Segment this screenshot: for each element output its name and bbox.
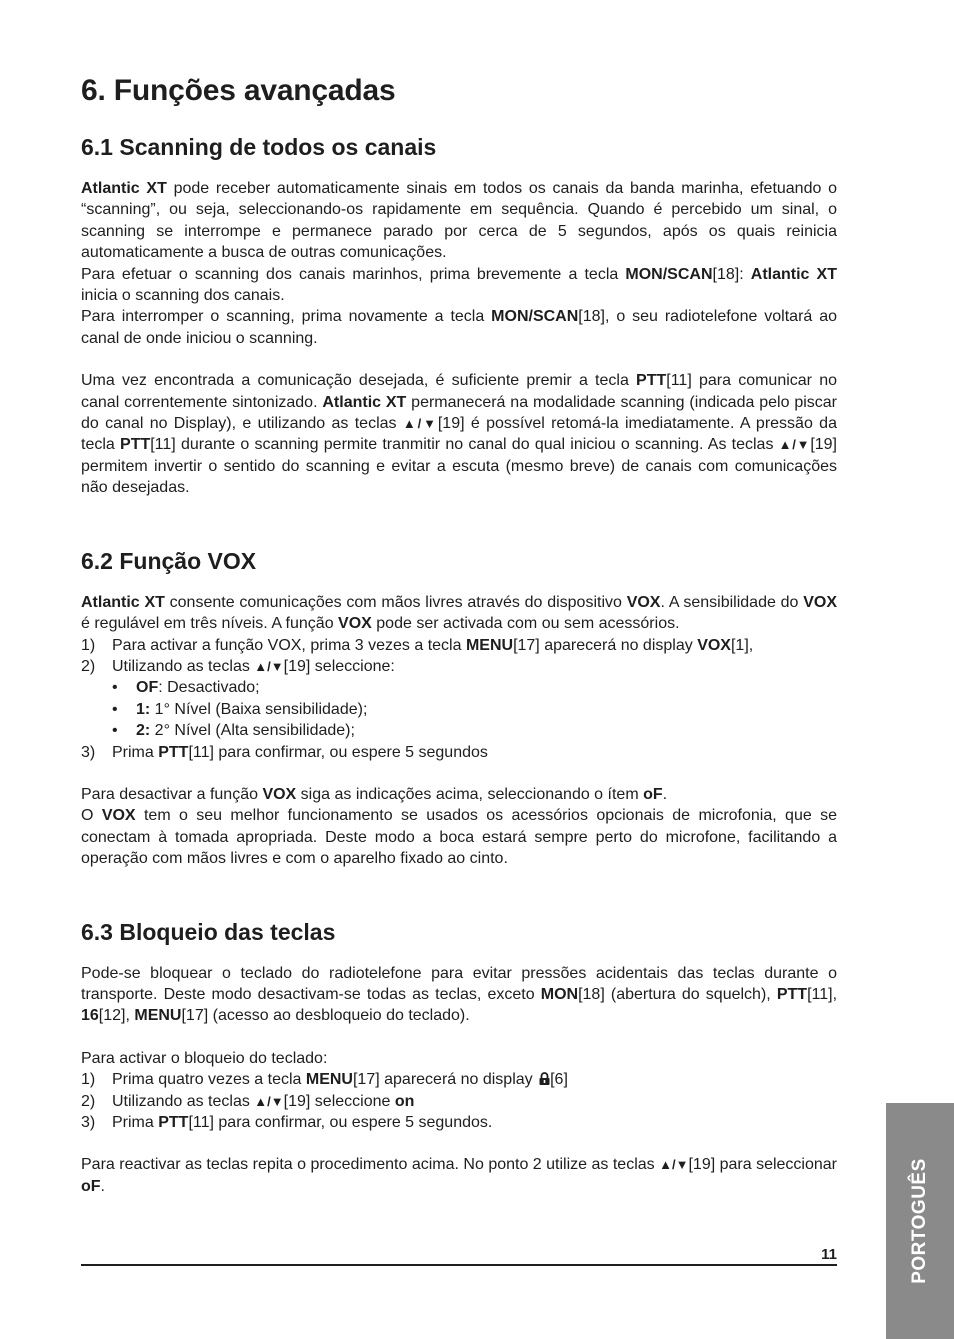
- list-item: • 1: 1° Nível (Baixa sensibilidade);: [112, 700, 368, 718]
- list-item: 1) Prima quatro vezes a tecla MENU[17] aparecerá no display [6]: [81, 1071, 568, 1089]
- page-title: 6. Funções avançadas: [81, 74, 396, 107]
- lock-steps-list: [81, 1069, 837, 1133]
- list-item: 2) Utilizando as teclas ▲/▼[19] seleccione:: [81, 657, 395, 675]
- list-item: 1) Para activar a função VOX, prima 3 vezes a tecla MENU[17] aparecerá no display VOX[1],: [81, 636, 754, 654]
- paragraph: Atlantic XT consente comunicações com mãos livres através do dispositivo VOX. A sensibilidade do VOX é regulável em três níveis. A função VOX pode ser activada com ou sem acessórios.: [81, 593, 838, 633]
- language-side-tab: [886, 1103, 954, 1339]
- vox-steps-list: [81, 635, 837, 678]
- paragraph: Para efetuar o scanning dos canais marinhos, prima brevemente a tecla MON/SCAN[18]: Atlantic XT inicia o scanning dos canais.: [81, 265, 838, 305]
- paragraph: Uma vez encontrada a comunicação desejada, é suficiente premir a tecla PTT[11] para comunicar no canal correntemente sintonizado. Atlantic XT permanecerá na modalidade scanning (indicada pelo piscar do canal no Display), e utilizando as teclas ▲/▼[19] é possível retomá-la imediatamente. A pressão da tecla PTT[11] durante o scanning permite tranmitir no canal do qual iniciou o scanning. As teclas ▲/▼[19] permitem invertir o sentido do scanning e evitar a escuta (mesmo breve) de canais com comunicações não desejadas.: [81, 372, 837, 497]
- paragraph: O VOX tem o seu melhor funcionamento se usados os acessórios opcionais de microfonia, que se conectam à tomada apropriada. Deste modo a boca estará sempre perto do microfone, facilitando a operação com mãos livres e com o aparelho fixado ao cinto.: [81, 807, 838, 868]
- paragraph: Para desactivar a função VOX siga as indicações acima, seleccionando o ítem oF.: [81, 785, 668, 803]
- section-title-scanning: 6.1 Scanning de todos os canais: [81, 134, 437, 160]
- section-body-vox: [81, 592, 837, 870]
- lock-icon: [539, 1070, 550, 1083]
- list-item: 2) Utilizando as teclas ▲/▼[19] seleccione on: [81, 1092, 415, 1110]
- footer-divider: [81, 1264, 837, 1266]
- section-title-vox: 6.2 Função VOX: [81, 547, 257, 574]
- list-item: • 2: 2° Nível (Alta sensibilidade);: [112, 722, 355, 740]
- paragraph: Para interromper o scanning, prima novamente a tecla MON/SCAN[18], o seu radiotelefone voltará ao canal de onde iniciou o scanning.: [81, 308, 838, 347]
- paragraph: Pode-se bloquear o teclado do radiotelefone para evitar pressões acidentais das teclas durante o transporte. Deste modo desactivam-se todas as teclas, exceto MON[18] (abertura do squelch), PTT[11], 16[12], MENU[17] (acesso ao desbloqueio do teclado).: [81, 964, 838, 1025]
- vox-steps-list-cont: [81, 742, 837, 763]
- list-item: • OF: Desactivado;: [112, 679, 260, 697]
- list-item: 3) Prima PTT[11] para confirmar, ou espere 5 segundos.: [81, 1114, 493, 1131]
- section-title-lock: 6.3 Bloqueio das teclas: [81, 918, 336, 945]
- paragraph: Para reactivar as teclas repita o procedimento acima. No ponto 2 utilize as teclas ▲/▼[19] para seleccionar oF.: [81, 1156, 838, 1195]
- page-content: [81, 70, 837, 1197]
- page-number: 11: [821, 1246, 837, 1263]
- language-label: PORTOGUÊS: [909, 1158, 930, 1284]
- list-item: 3) Prima PTT[11] para confirmar, ou espere 5 segundos: [81, 743, 488, 761]
- paragraph: Para activar o bloqueio do teclado:: [81, 1049, 328, 1067]
- section-body-scanning: [81, 178, 837, 499]
- section-body-lock: [81, 963, 837, 1198]
- paragraph: Atlantic XT pode receber automaticamente sinais em todos os canais da banda marinha, efetuando o “scanning”, ou seja, seleccionando-os rapidamente em sequência. Quando é percebido um sinal, o scanning se interrompe e permanece parado por cerca de 5 segundos, após os quais reinicia automaticamente a busca de outras comunicações.: [81, 180, 838, 262]
- vox-options-list: [81, 677, 837, 741]
